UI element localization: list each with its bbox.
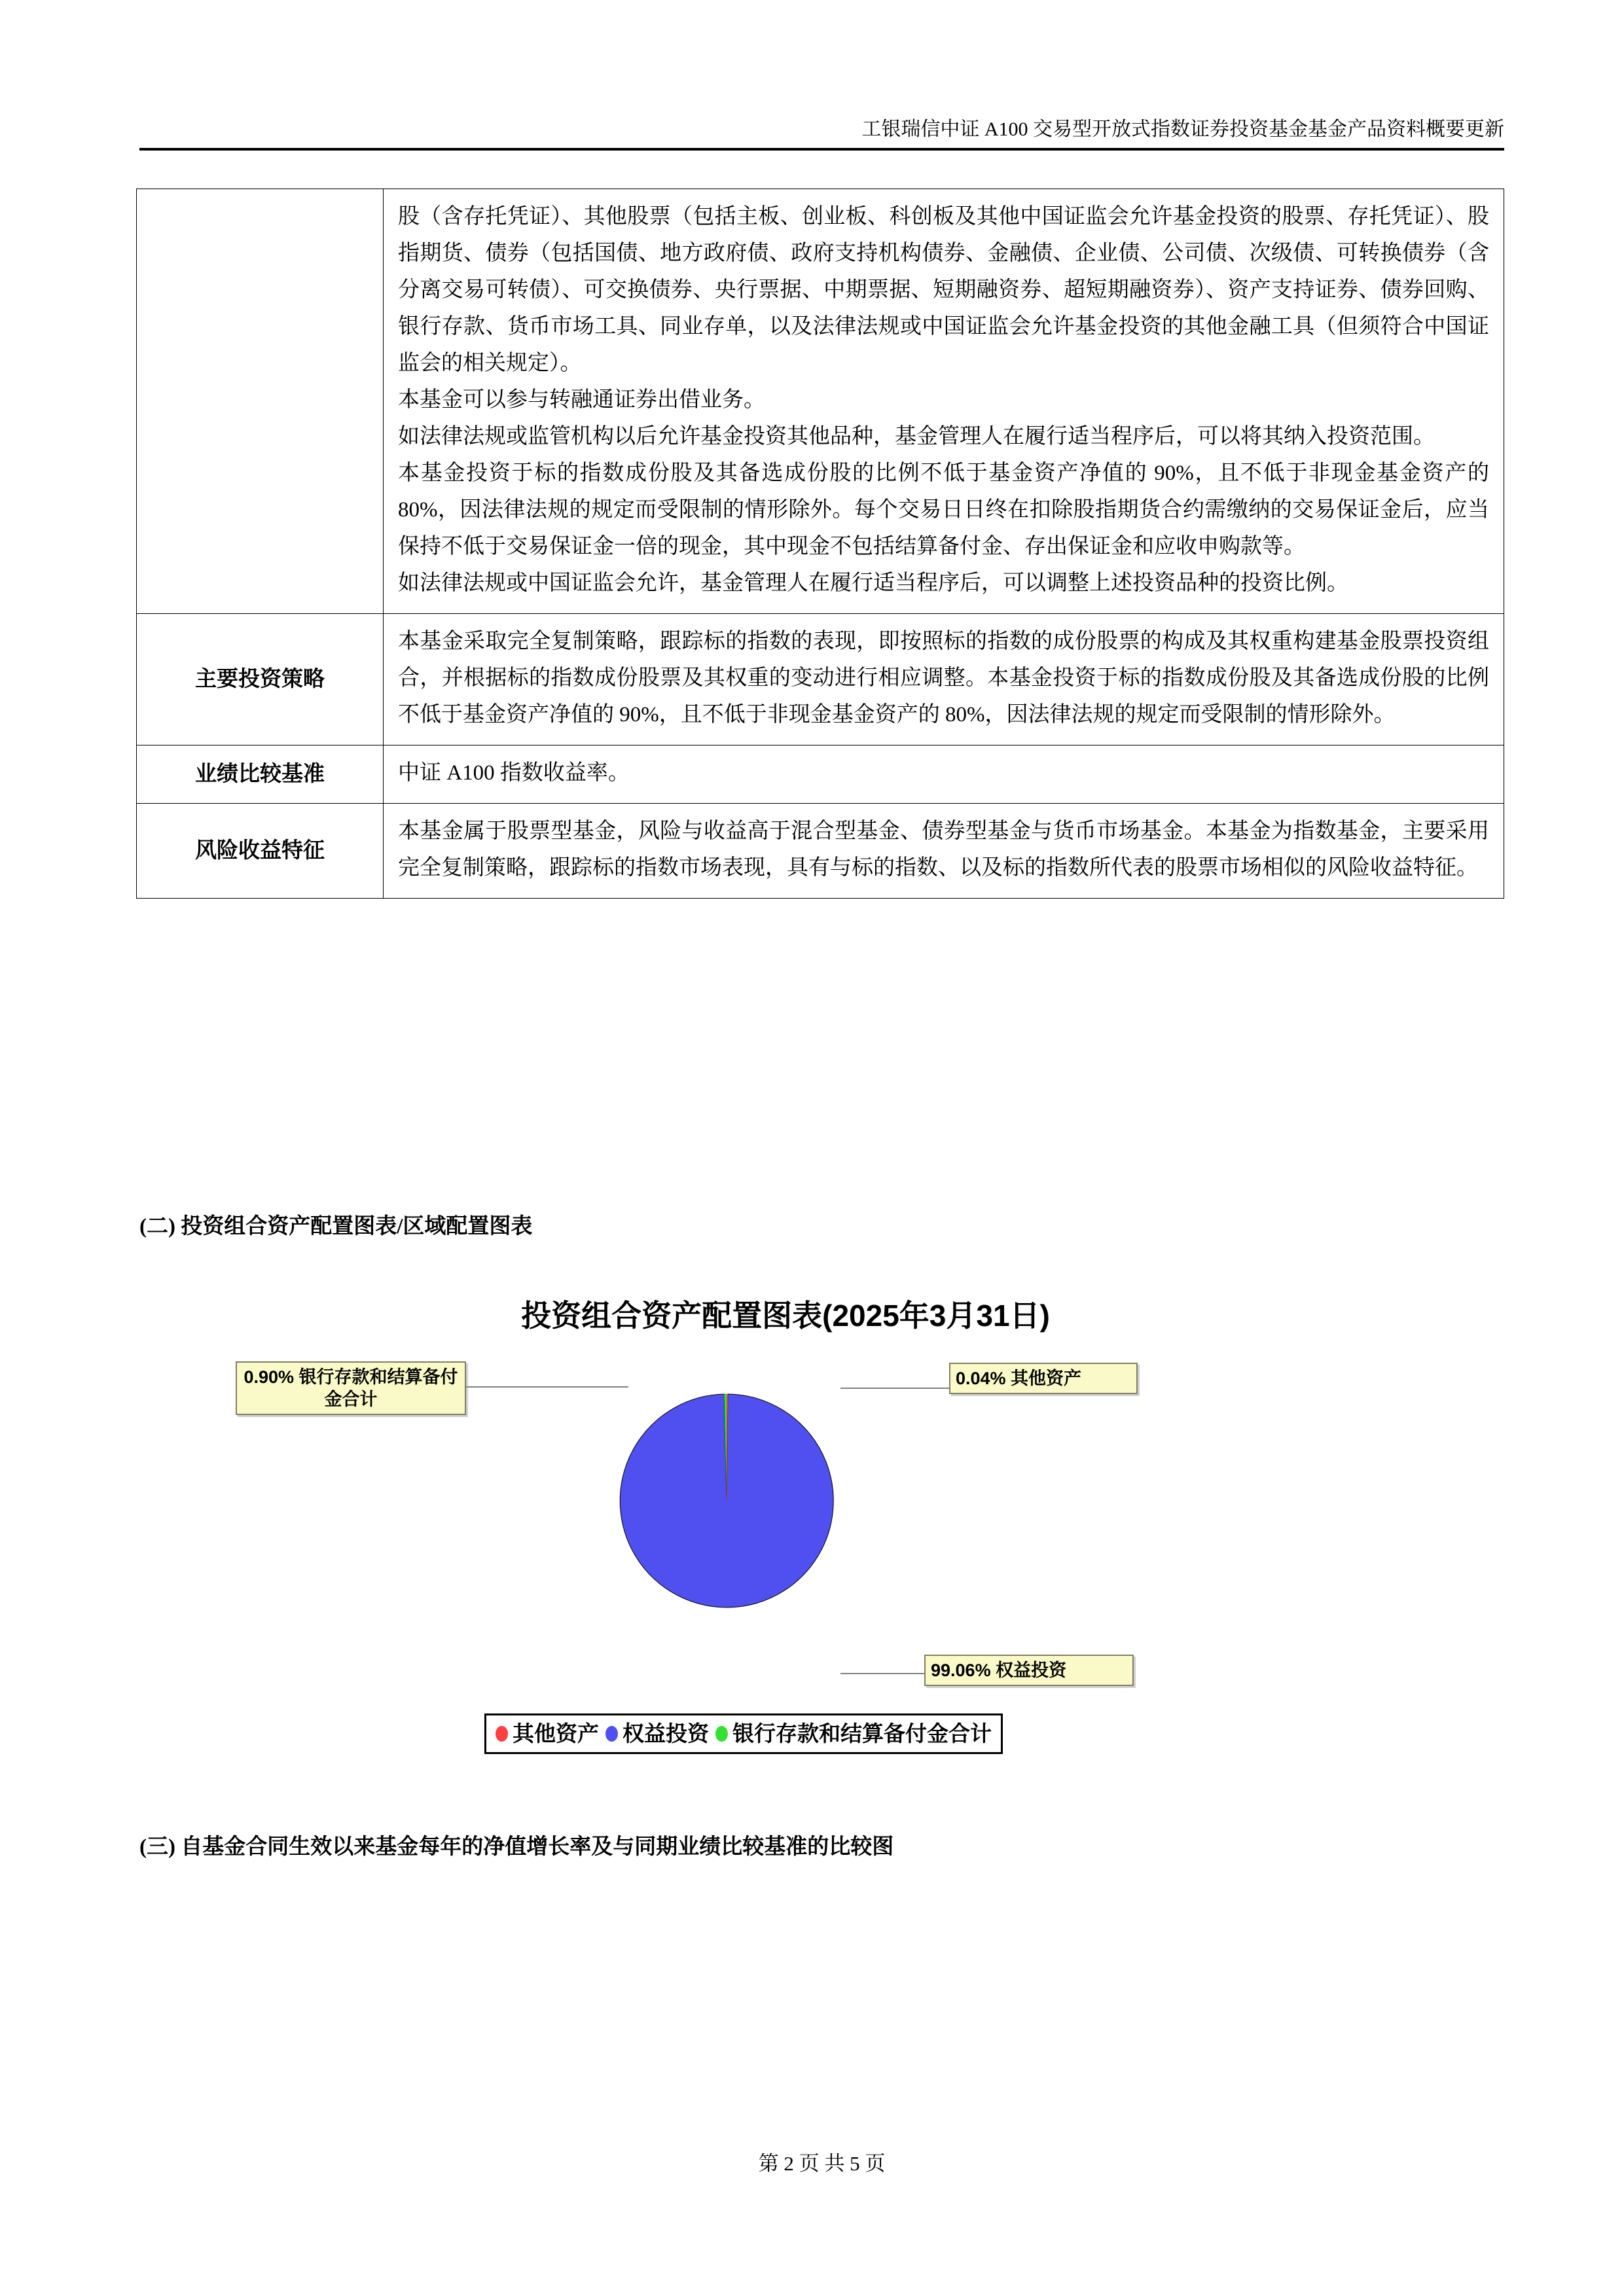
legend-swatch-bank-icon: [715, 1726, 728, 1742]
paragraph: 股（含存托凭证）、其他股票（包括主板、创业板、科创板及其他中国证监会允许基金投资的股票、存托凭证）、股指期货、债券（包括国债、地方政府债、政府支持机构债券、金融债、企业债、公司债、次级债、可转换债券（含分离交易可转债）、可交换债券、央行票据、中期票据、短期融资券、超短期融资券）、资产支持证券、债券回购、银行存款、货币市场工具、同业存单，以及法律法规或中国证监会允许基金投资的其他金融工具（但须符合中国证监会的相关规定）。: [398, 205, 1489, 375]
legend-label: 其他资产: [513, 1721, 599, 1746]
legend-item-bank: [715, 1721, 992, 1747]
paragraph: 本基金投资于标的指数成份股及其备选成份股的比例不低于基金资产净值的 90%，且不低于非现金基金资产的 80%，因法律法规的规定而受限制的情形除外。每个交易日日终在扣除股指期货合约需缴纳的交易保证金后，应当保持不低于交易保证金一倍的现金，其中现金不包括结算备付金、存出保证金和应收申购款等。: [398, 461, 1489, 558]
chart-legend: [484, 1713, 1003, 1754]
leader-line-other: [840, 1388, 950, 1389]
legend-item-equity: [605, 1721, 709, 1747]
paragraph: 本基金采取完全复制策略，跟踪标的指数的表现，即按照标的指数的成份股票的构成及其权重构建基金股票投资组合，并根据标的指数成份股票及其权重的变动进行相应调整。本基金投资于标的指数成份股及其备选成份股的比例不低于基金资产净值的 90%，且不低于非现金基金资产的 80%，因法律法规的规定而受限制的情形除外。: [398, 630, 1489, 726]
header-title: 工银瑞信中证 A100 交易型开放式指数证券投资基金基金产品资料概要更新: [861, 118, 1504, 140]
row-label: 主要投资策略: [137, 614, 384, 745]
pie-label-other: 0.04% 其他资产: [949, 1363, 1138, 1394]
fund-info-table: [136, 188, 1504, 899]
paragraph: 如法律法规或监管机构以后允许基金投资其他品种，基金管理人在履行适当程序后，可以将其纳入投资范围。: [398, 425, 1435, 448]
paragraph: 中证 A100 指数收益率。: [398, 761, 630, 785]
table-row: [137, 614, 1504, 745]
paragraph: 本基金属于股票型基金，风险与收益高于混合型基金、债券型基金与货币市场基金。本基金为指数基金，主要采用完全复制策略，跟踪标的指数市场表现，具有与标的指数、以及标的指数所代表的股票市场相似的风险收益特征。: [398, 819, 1489, 880]
legend-label: 银行存款和结算备付金合计: [732, 1721, 992, 1746]
legend-label: 权益投资: [623, 1721, 709, 1746]
header-rule: [139, 148, 1504, 151]
pie-svg: [619, 1393, 835, 1609]
page-header: [139, 117, 1504, 151]
chart-title: 投资组合资产配置图表(2025年3月31日): [521, 1299, 1050, 1333]
row-body: [384, 614, 1504, 745]
legend-item-other: [496, 1721, 599, 1747]
paragraph: 如法律法规或中国证监会允许，基金管理人在履行适当程序后，可以调整上述投资品种的投资比例。: [398, 571, 1348, 595]
table-row: [137, 745, 1504, 804]
pie-label-equity: 99.06% 权益投资: [924, 1655, 1134, 1686]
legend-swatch-equity-icon: [605, 1726, 618, 1742]
row-body: [384, 804, 1504, 899]
leader-line-equity: [840, 1673, 926, 1674]
section-heading-three: (三) 自基金合同生效以来基金每年的净值增长率及与同期业绩比较基准的比较图: [139, 1835, 894, 1859]
page-footer: 第 2 页 共 5 页: [758, 2152, 886, 2175]
row-body: [384, 745, 1504, 804]
leader-line-bank: [466, 1386, 628, 1388]
row-label: 风险收益特征: [137, 804, 384, 899]
paragraph: 本基金可以参与转融通证券出借业务。: [398, 388, 765, 412]
pie-label-bank: 0.90% 银行存款和结算备付金合计: [236, 1361, 466, 1415]
section-heading-two: (二) 投资组合资产配置图表/区域配置图表: [139, 1215, 533, 1238]
row-body: [384, 189, 1504, 614]
row-label: [137, 189, 384, 614]
table-row: [137, 189, 1504, 614]
table-row: [137, 804, 1504, 899]
pie-graphic: [619, 1393, 835, 1609]
portfolio-allocation-chart: [244, 1296, 1204, 1774]
legend-swatch-other-icon: [496, 1726, 508, 1742]
row-label: 业绩比较基准: [137, 745, 384, 804]
